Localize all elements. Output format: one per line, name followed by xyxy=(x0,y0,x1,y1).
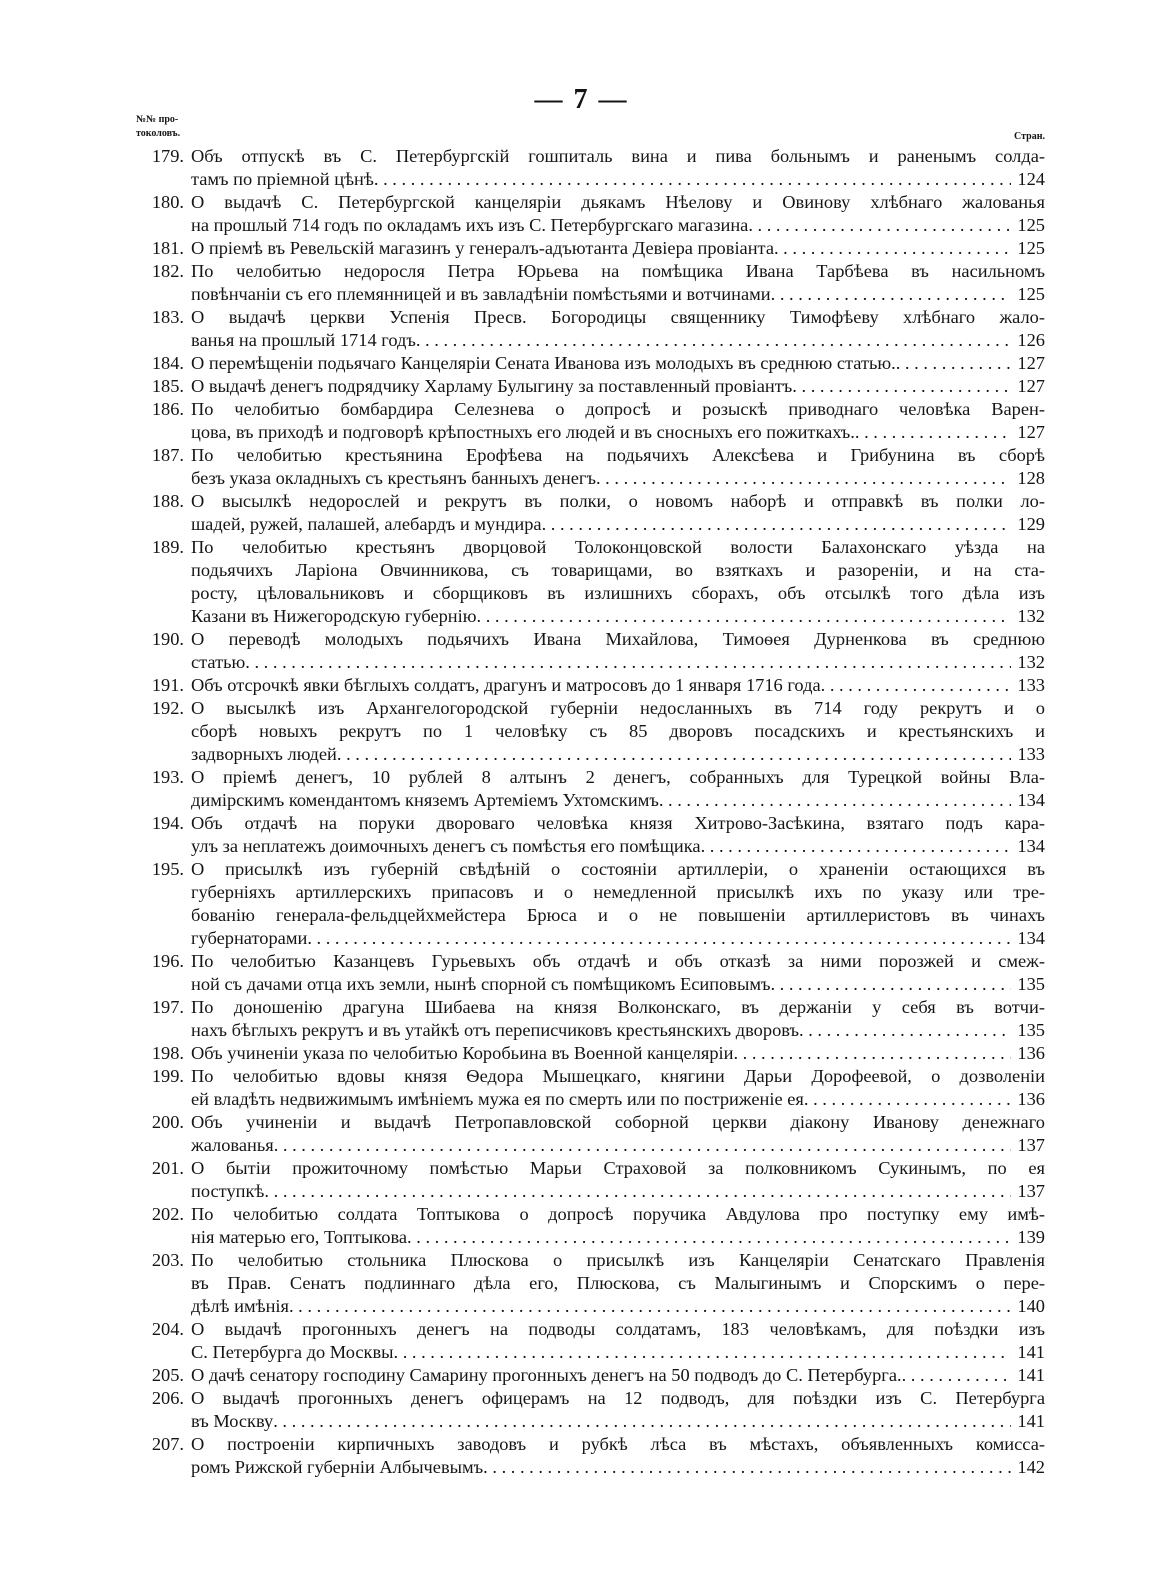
dot-leader xyxy=(733,1042,1011,1065)
protocol-number: 194. xyxy=(151,813,184,833)
entry-line: Объ отдачѣ на поруки двороваго человѣка князя Хитрово-Засѣкина, взятаго подъ кара- xyxy=(191,813,1045,833)
entry-line-end: нахъ бѣглыхъ рекрутъ и въ утайкѣ отъ переписчиковъ крестьянскихъ дворовъ xyxy=(191,1020,800,1040)
entry-line: По челобитью крестьянъ дворцовой Толоконцовской волости Балахонскаго уѣзда на xyxy=(191,537,1045,557)
entry-line: По челобитью вдовы князя Ѳедора Мышецкаго, княгини Дарьи Дорофеевой, о дозволеніи xyxy=(191,1066,1045,1086)
entry-line: О выдачѣ церкви Успенія Пресв. Богородицы священнику Тимофѣеву хлѣбнаго жало- xyxy=(191,307,1045,327)
toc-entry xyxy=(130,260,1045,306)
entry-text xyxy=(191,1065,1045,1111)
entry-last-line xyxy=(191,237,1045,260)
entry-line-end: О выдачѣ денегъ подрядчику Харламу Булыгину за поставленный провіантъ xyxy=(191,376,793,396)
page-reference: 132 xyxy=(1017,606,1045,626)
entry-last-line xyxy=(191,329,1045,352)
entry-last-line xyxy=(191,1456,1045,1479)
entry-last-line xyxy=(191,927,1045,950)
protocol-number: 190. xyxy=(151,629,184,649)
toc-entry xyxy=(130,398,1045,444)
dot-leader xyxy=(407,1226,1011,1249)
entry-text xyxy=(191,996,1045,1042)
entry-text xyxy=(191,697,1045,766)
toc-entry xyxy=(130,1042,1045,1065)
dot-leader xyxy=(245,651,1011,674)
protocol-number: 186. xyxy=(151,399,184,419)
entry-text xyxy=(191,536,1045,628)
entry-text xyxy=(191,375,1045,398)
protocol-number: 187. xyxy=(151,445,184,465)
entry-line-end: повѣнчаніи съ его племянницей и въ завладѣніи помѣстьями и вотчинами xyxy=(191,284,771,304)
entry-text xyxy=(191,1203,1045,1249)
entry-text xyxy=(191,398,1045,444)
entry-last-line xyxy=(191,973,1045,996)
entry-text xyxy=(191,260,1045,306)
entry-line: въ Прав. Сенатъ подлиннаго дѣла его, Плюскова, съ Малыгинымъ и Спорскимъ о пере- xyxy=(191,1273,1045,1293)
entry-line: росту, цѣловальниковъ и сборщиковъ въ излишнихъ сборахъ, объ отсылкѣ того дѣла изъ xyxy=(191,583,1045,603)
protocol-number: 192. xyxy=(151,698,184,718)
protocol-number: 200. xyxy=(151,1112,184,1132)
dot-leader xyxy=(483,1456,1011,1479)
entry-line: О выдачѣ прогонныхъ денегъ офицерамъ на 12 подводъ, для поѣздки изъ С. Петербурга xyxy=(191,1388,1045,1408)
entry-last-line xyxy=(191,421,1045,444)
entry-line-end: губернаторами xyxy=(191,928,308,948)
protocol-header-line-1: №№ про- xyxy=(136,114,179,125)
toc-entry xyxy=(130,1203,1045,1249)
entry-text xyxy=(191,237,1045,260)
entry-text xyxy=(191,490,1045,536)
entry-last-line xyxy=(191,352,1045,375)
protocol-number: 198. xyxy=(151,1043,184,1063)
entry-last-line xyxy=(191,1341,1045,1364)
page-number: — 7 — xyxy=(534,84,629,115)
page-reference: 141 xyxy=(1017,1365,1045,1385)
entry-line: О бытіи прожиточному помѣстью Марьи Страховой за полковникомъ Сукинымъ, по ея xyxy=(191,1158,1045,1178)
entry-line-end: нія матерью его, Топтыкова xyxy=(191,1227,408,1247)
dot-leader xyxy=(416,329,1012,352)
toc-entry xyxy=(130,950,1045,996)
entry-line-end: Казани въ Нижегородскую губернію xyxy=(191,606,477,626)
page-reference: 127 xyxy=(1017,353,1045,373)
entry-text xyxy=(191,1433,1045,1479)
entry-text xyxy=(191,444,1045,490)
toc-entry xyxy=(130,1249,1045,1318)
entry-last-line xyxy=(191,1364,1045,1387)
protocol-header-line-2: токоловъ. xyxy=(136,128,181,139)
entry-line-end: О дачѣ сенатору господину Самарину прогонныхъ денегъ на 50 подводъ до С. Петербурга. xyxy=(191,1365,902,1385)
dot-leader xyxy=(771,283,1012,306)
table-of-contents xyxy=(130,145,1045,1479)
page-reference: 136 xyxy=(1017,1043,1045,1063)
entry-line: По челобитью крестьянина Ерофѣева на подьячихъ Алексѣева и Грибунина въ сборѣ xyxy=(191,445,1045,465)
dot-leader xyxy=(659,789,1012,812)
entry-last-line xyxy=(191,467,1045,490)
toc-entry xyxy=(130,1387,1045,1433)
entry-text xyxy=(191,950,1045,996)
dot-leader xyxy=(264,1180,1011,1203)
entry-last-line xyxy=(191,651,1045,674)
protocol-number: 185. xyxy=(151,376,184,396)
entry-text xyxy=(191,1042,1045,1065)
toc-entry xyxy=(130,1157,1045,1203)
entry-text xyxy=(191,812,1045,858)
page-reference: 127 xyxy=(1017,376,1045,396)
protocol-number: 181. xyxy=(151,238,184,258)
entry-last-line xyxy=(191,1088,1045,1111)
entry-line-end: ванья на прошлый 1714 годъ xyxy=(191,330,416,350)
protocol-number: 202. xyxy=(151,1204,184,1224)
entry-text xyxy=(191,1157,1045,1203)
protocol-number-column-header xyxy=(136,113,180,141)
entry-text xyxy=(191,766,1045,812)
page-reference: 141 xyxy=(1017,1411,1045,1431)
protocol-number: 206. xyxy=(151,1388,184,1408)
toc-entry xyxy=(130,766,1045,812)
entry-line-end: жалованья xyxy=(191,1135,274,1155)
entry-text xyxy=(191,674,1045,697)
page-reference: 129 xyxy=(1017,514,1045,534)
entry-last-line xyxy=(191,283,1045,306)
dot-leader xyxy=(902,1364,1012,1387)
entry-line-end: ей владѣть недвижимымъ имѣніемъ мужа ея по смерть или по постриженіе ея xyxy=(191,1089,804,1109)
entry-line-end: ромъ Рижской губерніи Албычевымъ xyxy=(191,1457,484,1477)
page-reference: 137 xyxy=(1017,1135,1045,1155)
dot-leader xyxy=(307,927,1011,950)
dot-leader xyxy=(821,674,1012,697)
protocol-number: 205. xyxy=(151,1365,184,1385)
page-reference: 133 xyxy=(1017,675,1045,695)
entry-last-line xyxy=(191,1042,1045,1065)
toc-entry xyxy=(130,237,1045,260)
dot-leader xyxy=(289,1295,1011,1318)
entry-last-line xyxy=(191,1226,1045,1249)
protocol-number: 179. xyxy=(151,146,184,166)
entry-last-line xyxy=(191,1410,1045,1433)
page-reference: 125 xyxy=(1017,284,1045,304)
dot-leader xyxy=(804,1088,1012,1111)
page-reference: 124 xyxy=(1017,169,1045,189)
entry-line: бованію генерала-фельдцейхмейстера Брюса и о не повышеніи артиллеристовъ въ чинахъ xyxy=(191,905,1045,925)
dot-leader xyxy=(374,168,1012,191)
entry-line: О выдачѣ С. Петербургской канцеляріи дьякамъ Нѣелову и Овинову хлѣбнаго жалованья xyxy=(191,192,1045,212)
toc-entry xyxy=(130,858,1045,950)
entry-line-end: цова, въ приходѣ и подговорѣ крѣпостныхъ его людей и въ сносныхъ его пожиткахъ. xyxy=(191,422,855,442)
toc-entry xyxy=(130,674,1045,697)
entry-line-end: дѣлѣ имѣнія xyxy=(191,1296,289,1316)
protocol-number: 183. xyxy=(151,307,184,327)
toc-entry xyxy=(130,628,1045,674)
protocol-number: 196. xyxy=(151,951,184,971)
protocol-number: 184. xyxy=(151,353,184,373)
page-reference: 135 xyxy=(1017,1020,1045,1040)
entry-last-line xyxy=(191,1180,1045,1203)
toc-entry xyxy=(130,191,1045,237)
toc-entry xyxy=(130,306,1045,352)
toc-entry xyxy=(130,1364,1045,1387)
page-reference: 133 xyxy=(1017,744,1045,764)
page-reference: 125 xyxy=(1017,215,1045,235)
entry-line: По челобитью бомбардира Селезнева о допросѣ и розыскѣ приводнаго человѣка Варен- xyxy=(191,399,1045,419)
toc-entry xyxy=(130,1065,1045,1111)
protocol-number: 191. xyxy=(151,675,184,695)
entry-text xyxy=(191,1364,1045,1387)
entry-line: Объ учиненіи и выдачѣ Петропавловской соборной церкви діакону Иванову денежнаго xyxy=(191,1112,1045,1132)
entry-text xyxy=(191,858,1045,950)
protocol-number: 193. xyxy=(151,767,184,787)
entry-line: О построеніи кирпичныхъ заводовъ и рубкѣ лѣса въ мѣстахъ, объявленныхъ комисса- xyxy=(191,1434,1045,1454)
entry-last-line xyxy=(191,214,1045,237)
dot-leader xyxy=(542,513,1012,536)
entry-line-end: улъ за неплатежъ доимочныхъ денегъ съ помѣстья его помѣщика xyxy=(191,836,701,856)
page-reference: 134 xyxy=(1017,928,1045,948)
page-reference: 141 xyxy=(1017,1342,1045,1362)
entry-line-end: въ Москву xyxy=(191,1411,274,1431)
entry-last-line xyxy=(191,375,1045,398)
page-reference: 134 xyxy=(1017,836,1045,856)
entry-line-end: статью xyxy=(191,652,246,672)
entry-last-line xyxy=(191,1134,1045,1157)
dot-leader xyxy=(896,352,1012,375)
entry-line: По челобитью солдата Топтыкова о допросѣ поручика Авдулова про поступку ему имѣ- xyxy=(191,1204,1045,1224)
entry-line: О высылкѣ изъ Архангелогородской губерніи недосланныхъ въ 714 году рекрутъ и о xyxy=(191,698,1045,718)
toc-entry xyxy=(130,490,1045,536)
entry-line: По челобитью стольника Плюскова о присылкѣ изъ Канцеляріи Сенатскаго Правленія xyxy=(191,1250,1045,1270)
entry-text xyxy=(191,1249,1045,1318)
entry-line: О высылкѣ недорослей и рекрутъ въ полки, о новомъ наборѣ и отправкѣ въ полки ло- xyxy=(191,491,1045,511)
page-reference: 139 xyxy=(1017,1227,1045,1247)
entry-last-line xyxy=(191,743,1045,766)
entry-last-line xyxy=(191,674,1045,697)
entry-line: По доношенію драгуна Шибаева на князя Волконскаго, въ держаніи у себя въ вотчи- xyxy=(191,997,1045,1017)
entry-line-end: Объ учиненіи указа по челобитью Коробьина въ Военной канцеляріи xyxy=(191,1043,734,1063)
entry-text xyxy=(191,628,1045,674)
page-reference: 136 xyxy=(1017,1089,1045,1109)
dot-leader xyxy=(774,237,1011,260)
entry-line: О присылкѣ изъ губерній свѣдѣній о состояніи артиллеріи, о храненіи остающихся въ xyxy=(191,859,1045,879)
page-reference: 140 xyxy=(1017,1296,1045,1316)
protocol-number: 204. xyxy=(151,1319,184,1339)
dot-leader xyxy=(477,605,1012,628)
entry-line-end: димірскимъ комендантомъ княземъ Артеміемъ Ухтомскимъ xyxy=(191,790,659,810)
entry-text xyxy=(191,1111,1045,1157)
entry-line-end: О перемѣщеніи подьячаго Канцеляріи Сената Иванова изъ молодыхъ въ среднюю статью. xyxy=(191,353,896,373)
toc-entry xyxy=(130,536,1045,628)
entry-line-end: О пріемѣ въ Ревельскій магазинъ у генералъ-адъютанта Девіера провіанта xyxy=(191,238,774,258)
entry-line: По челобитью Казанцевъ Гурьевыхъ объ отдачѣ и объ отказѣ за ними порозжей и смеж- xyxy=(191,951,1045,971)
entry-line: О переводѣ молодыхъ подьячихъ Ивана Михайлова, Тимоѳея Дурненкова въ среднюю xyxy=(191,629,1045,649)
protocol-number: 188. xyxy=(151,491,184,511)
dot-leader xyxy=(273,1410,1011,1433)
page-reference: 126 xyxy=(1017,330,1045,350)
toc-entry xyxy=(130,996,1045,1042)
toc-entry xyxy=(130,1433,1045,1479)
toc-entry xyxy=(130,444,1045,490)
dot-leader xyxy=(394,1341,1012,1364)
protocol-number: 197. xyxy=(151,997,184,1017)
entry-line-end: задворныхъ людей xyxy=(191,744,337,764)
dot-leader xyxy=(792,375,1011,398)
entry-line-end: на прошлый 714 годъ по окладамъ ихъ изъ С. Петербургскаго магазина xyxy=(191,215,749,235)
entry-last-line xyxy=(191,835,1045,858)
toc-entry xyxy=(130,352,1045,375)
page-reference: 137 xyxy=(1017,1181,1045,1201)
entry-last-line xyxy=(191,168,1045,191)
entry-last-line xyxy=(191,605,1045,628)
protocol-number: 182. xyxy=(151,261,184,281)
toc-entry xyxy=(130,812,1045,858)
entry-line: О пріемѣ денегъ, 10 рублей 8 алтынъ 2 денегъ, собранныхъ для Турецкой войны Вла- xyxy=(191,767,1045,787)
entry-line: Объ отпускѣ въ С. Петербургскій гошпиталь вина и пива больнымъ и раненымъ солда- xyxy=(191,146,1045,166)
entry-line-end: Объ отсрочкѣ явки бѣглыхъ солдатъ, драгунъ и матросовъ до 1 января 1716 года xyxy=(191,675,821,695)
toc-entry xyxy=(130,697,1045,766)
entry-line: губерніяхъ артиллерскихъ припасовъ и о немедленной присылкѣ ихъ по указу или тре- xyxy=(191,882,1045,902)
page-reference: 127 xyxy=(1017,422,1045,442)
dot-leader xyxy=(770,973,1011,996)
dot-leader xyxy=(701,835,1012,858)
entry-text xyxy=(191,1318,1045,1364)
entry-last-line xyxy=(191,1295,1045,1318)
toc-entry xyxy=(130,375,1045,398)
dot-leader xyxy=(748,214,1011,237)
entry-line-end: безъ указа окладныхъ съ крестьянъ банныхъ денегъ xyxy=(191,468,596,488)
entry-last-line xyxy=(191,513,1045,536)
page-reference: 142 xyxy=(1017,1457,1045,1477)
entry-text xyxy=(191,306,1045,352)
page-reference: 134 xyxy=(1017,790,1045,810)
entry-line: О выдачѣ прогонныхъ денегъ на подводы солдатамъ, 183 человѣкамъ, для поѣздки изъ xyxy=(191,1319,1045,1339)
protocol-number: 199. xyxy=(151,1066,184,1086)
protocol-number: 189. xyxy=(151,537,184,557)
page-column-header: Стран. xyxy=(1014,131,1045,142)
entry-last-line xyxy=(191,1019,1045,1042)
entry-text xyxy=(191,145,1045,191)
entry-last-line xyxy=(191,789,1045,812)
toc-entry xyxy=(130,1318,1045,1364)
entry-line-end: поступкѣ xyxy=(191,1181,265,1201)
entry-text xyxy=(191,1387,1045,1433)
page-reference: 125 xyxy=(1017,238,1045,258)
protocol-number: 207. xyxy=(151,1434,184,1454)
dot-leader xyxy=(855,421,1012,444)
toc-entry xyxy=(130,145,1045,191)
protocol-number: 180. xyxy=(151,192,184,212)
entry-line-end: тамъ по пріемной цѣнѣ xyxy=(191,169,374,189)
entry-text xyxy=(191,352,1045,375)
entry-line-end: С. Петербурга до Москвы xyxy=(191,1342,394,1362)
entry-line-end: шадей, ружей, палашей, алебардъ и мундира xyxy=(191,514,542,534)
page-reference: 135 xyxy=(1017,974,1045,994)
page-reference: 128 xyxy=(1017,468,1045,488)
dot-leader xyxy=(274,1134,1012,1157)
dot-leader xyxy=(337,743,1012,766)
entry-line: подьячихъ Ларіона Овчинникова, съ товарищами, во взяткахъ и разореніи, и на ста- xyxy=(191,560,1045,580)
protocol-number: 203. xyxy=(151,1250,184,1270)
entry-line: сборѣ новыхъ рекрутъ по 1 человѣку съ 85 дворовъ посадскихъ и крестьянскихъ и xyxy=(191,721,1045,741)
protocol-number: 201. xyxy=(151,1158,184,1178)
dot-leader xyxy=(799,1019,1011,1042)
toc-entry xyxy=(130,1111,1045,1157)
page-reference: 132 xyxy=(1017,652,1045,672)
protocol-number: 195. xyxy=(151,859,184,879)
entry-line-end: ной съ дачами отца ихъ земли, нынѣ спорной съ помѣщикомъ Есиповымъ xyxy=(191,974,771,994)
entry-line: По челобитью недоросля Петра Юрьева на помѣщика Ивана Тарбѣева въ насильномъ xyxy=(191,261,1045,281)
dot-leader xyxy=(596,467,1011,490)
entry-text xyxy=(191,191,1045,237)
